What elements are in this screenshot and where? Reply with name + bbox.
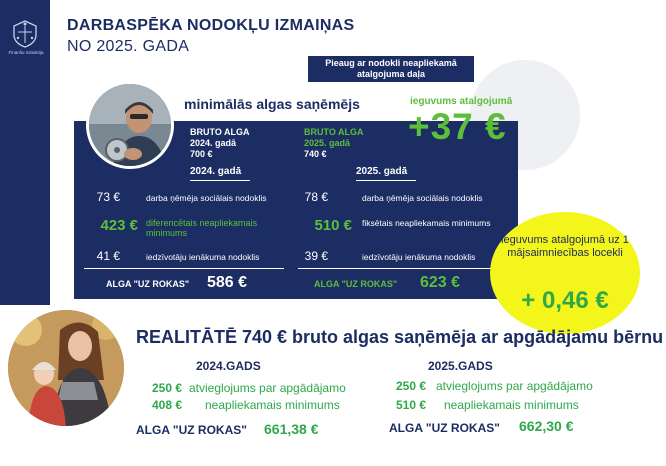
reality-2024-net-label: ALGA "UZ ROKAS" xyxy=(136,423,247,437)
reality-2025-heading: 2025.GADS xyxy=(428,359,493,373)
household-gain-circle xyxy=(490,212,640,334)
net-2025-value: 623 € xyxy=(420,274,461,291)
amount-2025-minimum: 510 € xyxy=(314,217,352,234)
reality-2025-desc-minimum: neapliekamais minimums xyxy=(444,398,579,412)
year-2025-underline xyxy=(356,180,416,181)
info-tag xyxy=(308,56,474,82)
amount-2025-social-tax: 78 € xyxy=(304,190,328,204)
bruto-2024-label: BRUTO ALGA xyxy=(190,127,250,137)
amount-2024-social-tax: 73 € xyxy=(96,190,120,204)
desc-2025-minimum: fiksētais neapliekamais minimums xyxy=(362,218,491,228)
reality-2025-amount-minimum: 510 € xyxy=(395,398,426,412)
reality-2024-desc-dependent: atvieglojums par apgādājamo xyxy=(189,381,346,395)
desc-2024-income-tax: iedzīvotāju ienākuma nodoklis xyxy=(146,252,260,262)
logo-caption: Finanšu ministrija xyxy=(8,50,44,55)
amount-2025-income-tax: 39 € xyxy=(304,249,328,263)
reality-2025-net-value: 662,30 € xyxy=(519,418,574,434)
reality-2025-net-label: ALGA "UZ ROKAS" xyxy=(389,421,500,435)
desc-2024-social-tax: darba ņēmēja sociālais nodoklis xyxy=(146,193,267,203)
info-tag-line2: atalgojuma daļa xyxy=(356,69,426,79)
net-2024-divider xyxy=(84,268,284,269)
reality-2024-desc-minimum: neapliekamais minimums xyxy=(205,398,340,412)
bruto-2024 xyxy=(190,127,250,160)
mother-child-illustration xyxy=(8,310,126,428)
reality-2025-amount-dependent: 250 € xyxy=(395,379,426,393)
info-tag-line1: Pieaug ar nodokli neapliekamā xyxy=(325,58,457,68)
net-2024-value: 586 € xyxy=(207,274,248,291)
worker-photo xyxy=(86,81,174,169)
page-title: DARBASPĒKA NODOKĻU IZMAIŅAS xyxy=(67,17,355,34)
bruto-2024-year: 2024. gadā xyxy=(190,138,237,148)
gain-label: ieguvums atalgojumā xyxy=(410,96,513,107)
bruto-2025-label: BRUTO ALGA xyxy=(304,127,364,137)
desc-2025-income-tax: iedzīvotāju ienākuma nodoklis xyxy=(362,252,476,262)
net-2025-label: ALGA "UZ ROKAS" xyxy=(314,279,398,289)
reality-2024-amount-dependent: 250 € xyxy=(151,381,182,395)
desc-2025-social-tax: darba ņēmēja sociālais nodoklis xyxy=(362,193,483,203)
bruto-2025-value: 740 € xyxy=(304,149,327,159)
bruto-2024-value: 700 € xyxy=(190,149,213,159)
sidebar xyxy=(0,0,50,305)
net-2024-label: ALGA "UZ ROKAS" xyxy=(106,279,190,289)
year-2024-underline xyxy=(190,180,250,181)
reality-2024-net-value: 661,38 € xyxy=(264,421,319,437)
reality-headline: REALITĀTĒ 740 € bruto algas saņēmēja ar apgādājamu bērnu xyxy=(136,327,664,347)
mother-child-photo xyxy=(6,308,126,428)
bruto-2025 xyxy=(304,127,364,160)
page-subtitle: NO 2025. GADA xyxy=(67,38,190,55)
reality-2024-amount-minimum: 408 € xyxy=(151,398,182,412)
reality-2024-heading: 2024.GADS xyxy=(196,359,261,373)
amount-2024-minimum: 423 € xyxy=(100,217,138,234)
bruto-2025-year: 2025. gadā xyxy=(304,138,351,148)
household-gain-value: + 0,46 € xyxy=(521,287,609,314)
gain-value: +37 € xyxy=(408,106,507,147)
amount-2024-income-tax: 41 € xyxy=(96,249,120,263)
panel-heading: minimālās algas saņēmējs xyxy=(184,96,360,112)
household-gain-text: ieguvums atalgojumā uz 1 mājsaimniecības locekli xyxy=(501,234,629,259)
coat-of-arms-icon xyxy=(9,18,41,50)
year-2024-heading: 2024. gadā xyxy=(190,166,242,177)
net-2025-divider xyxy=(298,268,494,269)
desc-2024-minimum: diferencētais neapliekamais minimums xyxy=(146,218,258,238)
reality-2025-desc-dependent: atvieglojums par apgādājamo xyxy=(436,379,593,393)
year-2025-heading: 2025. gadā xyxy=(356,166,408,177)
